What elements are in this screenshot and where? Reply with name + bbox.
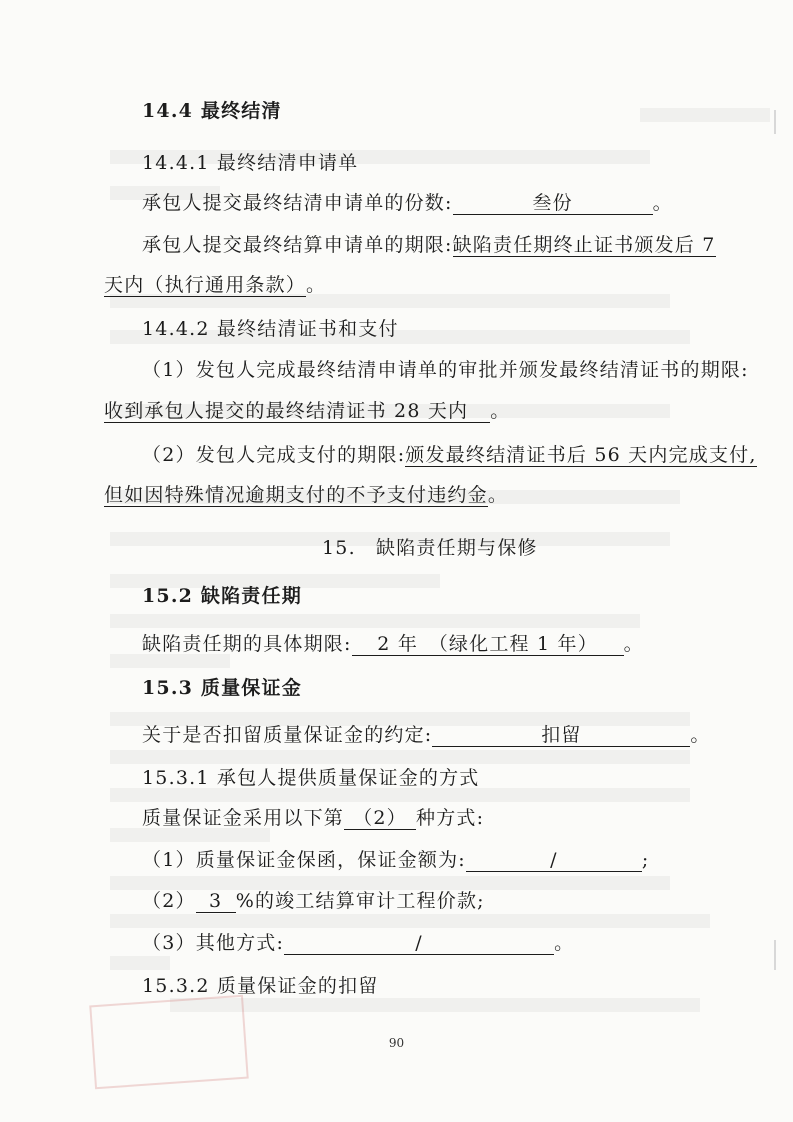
section-heading: 15.2 缺陷责任期 xyxy=(142,585,302,607)
subsection-heading: 14.4.2 最终结清证书和支付 xyxy=(142,318,399,340)
field-value: 扣留 xyxy=(432,724,690,747)
chapter-heading: 15. 缺陷责任期与保修 xyxy=(322,537,538,559)
field-value: 但如因特殊情况逾期支付的不予支付违约金 xyxy=(104,484,488,506)
field-value: 收到承包人提交的最终结清证书 28 天内 xyxy=(104,400,490,423)
field-label: 缺陷责任期的具体期限: xyxy=(142,633,352,655)
item-2: （2）发包人完成支付的期限:颁发最终结清证书后 56 天内完成支付, xyxy=(142,444,757,466)
page-number: 90 xyxy=(388,1036,405,1050)
subsection-heading: 15.3.2 质量保证金的扣留 xyxy=(142,975,379,997)
section-heading: 15.3 质量保证金 xyxy=(142,677,302,699)
field-value: 叁份 xyxy=(453,192,653,215)
field-value: （2） xyxy=(344,807,416,830)
field-copies: 承包人提交最终结清申请单的份数: 叁份 。 xyxy=(142,192,673,214)
field-value: / xyxy=(284,932,554,955)
field-value: 天内（执行通用条款） xyxy=(104,274,307,296)
field-deadline xyxy=(142,231,716,259)
field-value: 3 xyxy=(196,890,236,913)
subsection-heading: 15.3.1 承包人提供质量保证金的方式 xyxy=(142,767,480,789)
field-value: 2 年 （绿化工程 1 年） xyxy=(352,633,624,656)
option-2: （2） 3 %的竣工结算审计工程价款; xyxy=(142,890,485,912)
field-period: 缺陷责任期的具体期限: 2 年 （绿化工程 1 年） 。 xyxy=(142,633,644,655)
subsection-heading: 14.4.1 最终结清申请单 xyxy=(142,152,359,174)
option-1: （1）质量保证金保函，保证金额为: / ; xyxy=(142,849,650,871)
section-heading: 14.4 最终结清 xyxy=(142,100,282,122)
option-3: （3）其他方式: / 。 xyxy=(142,932,575,954)
item-2-cont: 但如因特殊情况逾期支付的不予支付违约金。 xyxy=(104,484,509,506)
field-label: 关于是否扣留质量保证金的约定: xyxy=(142,724,433,746)
field-method: 质量保证金采用以下第 （2） 种方式: xyxy=(142,807,485,829)
item-1: （1）发包人完成最终结清申请单的审批并颁发最终结清证书的期限: xyxy=(142,359,749,381)
field-label: 承包人提交最终结清申请单的份数: xyxy=(142,192,453,214)
field-value: 颁发最终结清证书后 56 天内完成支付, xyxy=(405,444,757,466)
field-withhold: 关于是否扣留质量保证金的约定: 扣留 。 xyxy=(142,724,711,746)
page-edge-mark xyxy=(774,940,776,970)
field-deadline-cont: 天内（执行通用条款）。 xyxy=(104,274,327,296)
field-label: 承包人提交最终结算申请单的期限: xyxy=(142,234,453,256)
field-label: （1）质量保证金保函，保证金额为: xyxy=(142,849,466,871)
page-edge-mark xyxy=(774,110,776,134)
field-label: （3）其他方式: xyxy=(142,932,285,954)
field-value: / xyxy=(466,849,642,872)
item-1-cont: 收到承包人提交的最终结清证书 28 天内 。 xyxy=(104,400,511,422)
field-value: 缺陷责任期终止证书颁发后 7 xyxy=(452,234,716,256)
